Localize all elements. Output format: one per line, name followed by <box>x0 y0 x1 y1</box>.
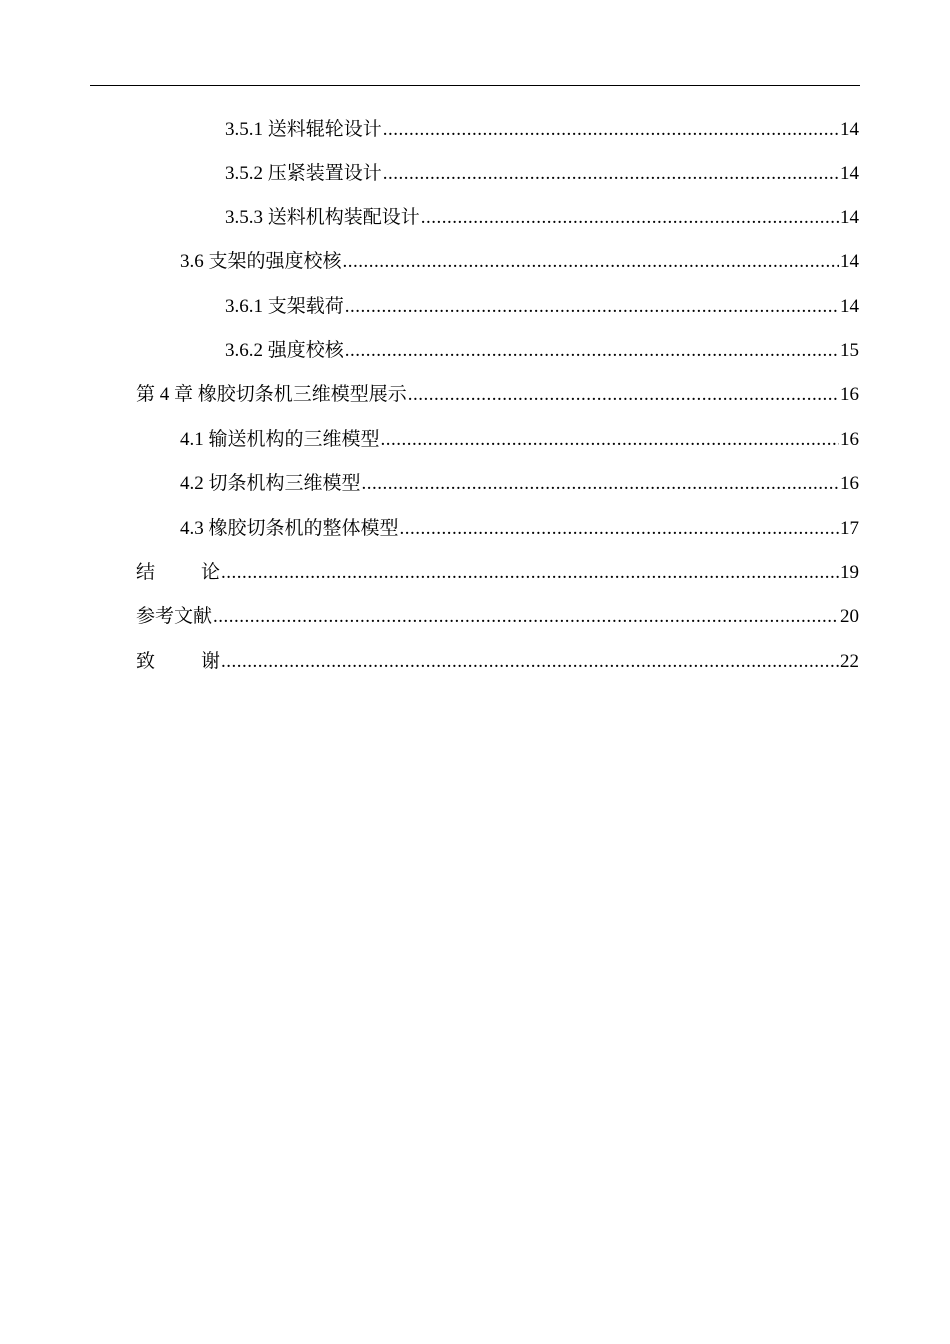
toc-entry-3-5-3[interactable] <box>225 196 859 240</box>
toc-entry-title-char: 致 <box>136 651 156 672</box>
toc-entry-title-char: 结 <box>136 562 156 583</box>
toc-dot-leader <box>421 196 839 240</box>
toc-dot-leader <box>383 152 839 196</box>
toc-entry-title-char: 论 <box>201 562 221 583</box>
toc-dot-leader <box>381 418 839 462</box>
toc-entry-page: 19 <box>840 562 859 583</box>
toc-entry-title: 3.6.1 支架载荷 <box>225 296 344 317</box>
toc-entry-title: 3.5.2 压紧装置设计 <box>225 163 382 184</box>
toc-dot-leader <box>343 240 839 284</box>
header-rule <box>90 85 860 86</box>
toc-entry-page: 22 <box>840 651 859 672</box>
toc-entry-references[interactable] <box>136 595 859 639</box>
toc-entry-3-5-1[interactable] <box>225 108 859 152</box>
toc-entry-title: 3.6.2 强度校核 <box>225 340 344 361</box>
toc-entry-title-char: 谢 <box>201 651 221 672</box>
toc-entry-page: 16 <box>840 429 859 450</box>
toc-entry-page: 14 <box>840 296 859 317</box>
toc-entry-page: 14 <box>840 251 859 272</box>
toc-entry-page: 16 <box>840 384 859 405</box>
toc-entry-page: 14 <box>840 163 859 184</box>
toc-entry-3-5-2[interactable] <box>225 152 859 196</box>
toc-entry-title: 3.5.3 送料机构装配设计 <box>225 207 420 228</box>
toc-entry-conclusion[interactable] <box>136 551 859 595</box>
toc-entry-3-6[interactable] <box>180 240 859 284</box>
toc-entry-page: 15 <box>840 340 859 361</box>
toc-dot-leader <box>400 507 839 551</box>
toc-entry-page: 20 <box>840 606 859 627</box>
toc-entry-title: 4.2 切条机构三维模型 <box>180 473 361 494</box>
toc-entry-title: 4.1 输送机构的三维模型 <box>180 429 380 450</box>
toc-dot-leader <box>345 329 839 373</box>
toc-entry-page: 14 <box>840 207 859 228</box>
toc-entry-4-1[interactable] <box>180 418 859 462</box>
toc-dot-leader <box>221 640 839 684</box>
toc-entry-page: 17 <box>840 518 859 539</box>
toc-entry-title <box>136 551 220 595</box>
toc-entry-title: 第 4 章 橡胶切条机三维模型展示 <box>136 384 407 405</box>
toc-entry-page: 14 <box>840 119 859 140</box>
toc-entry-4-2[interactable] <box>180 462 859 506</box>
toc-entry-acknowledgements[interactable] <box>136 640 859 684</box>
toc-entry-title: 3.5.1 送料辊轮设计 <box>225 119 382 140</box>
toc-dot-leader <box>221 551 839 595</box>
toc-entry-title <box>136 640 220 684</box>
toc-entry-3-6-2[interactable] <box>225 329 859 373</box>
toc-entry-chapter-4[interactable] <box>136 373 859 417</box>
toc-entry-title: 4.3 橡胶切条机的整体模型 <box>180 518 399 539</box>
toc-entry-page: 16 <box>840 473 859 494</box>
toc-entry-3-6-1[interactable] <box>225 285 859 329</box>
toc-entry-title: 参考文献 <box>136 606 213 627</box>
toc-dot-leader <box>383 108 839 152</box>
toc-entry-title: 3.6 支架的强度校核 <box>180 251 342 272</box>
toc-dot-leader <box>362 462 839 506</box>
toc-dot-leader <box>213 595 839 639</box>
toc-entry-4-3[interactable] <box>180 507 859 551</box>
toc-dot-leader <box>345 285 839 329</box>
toc-dot-leader <box>408 373 839 417</box>
